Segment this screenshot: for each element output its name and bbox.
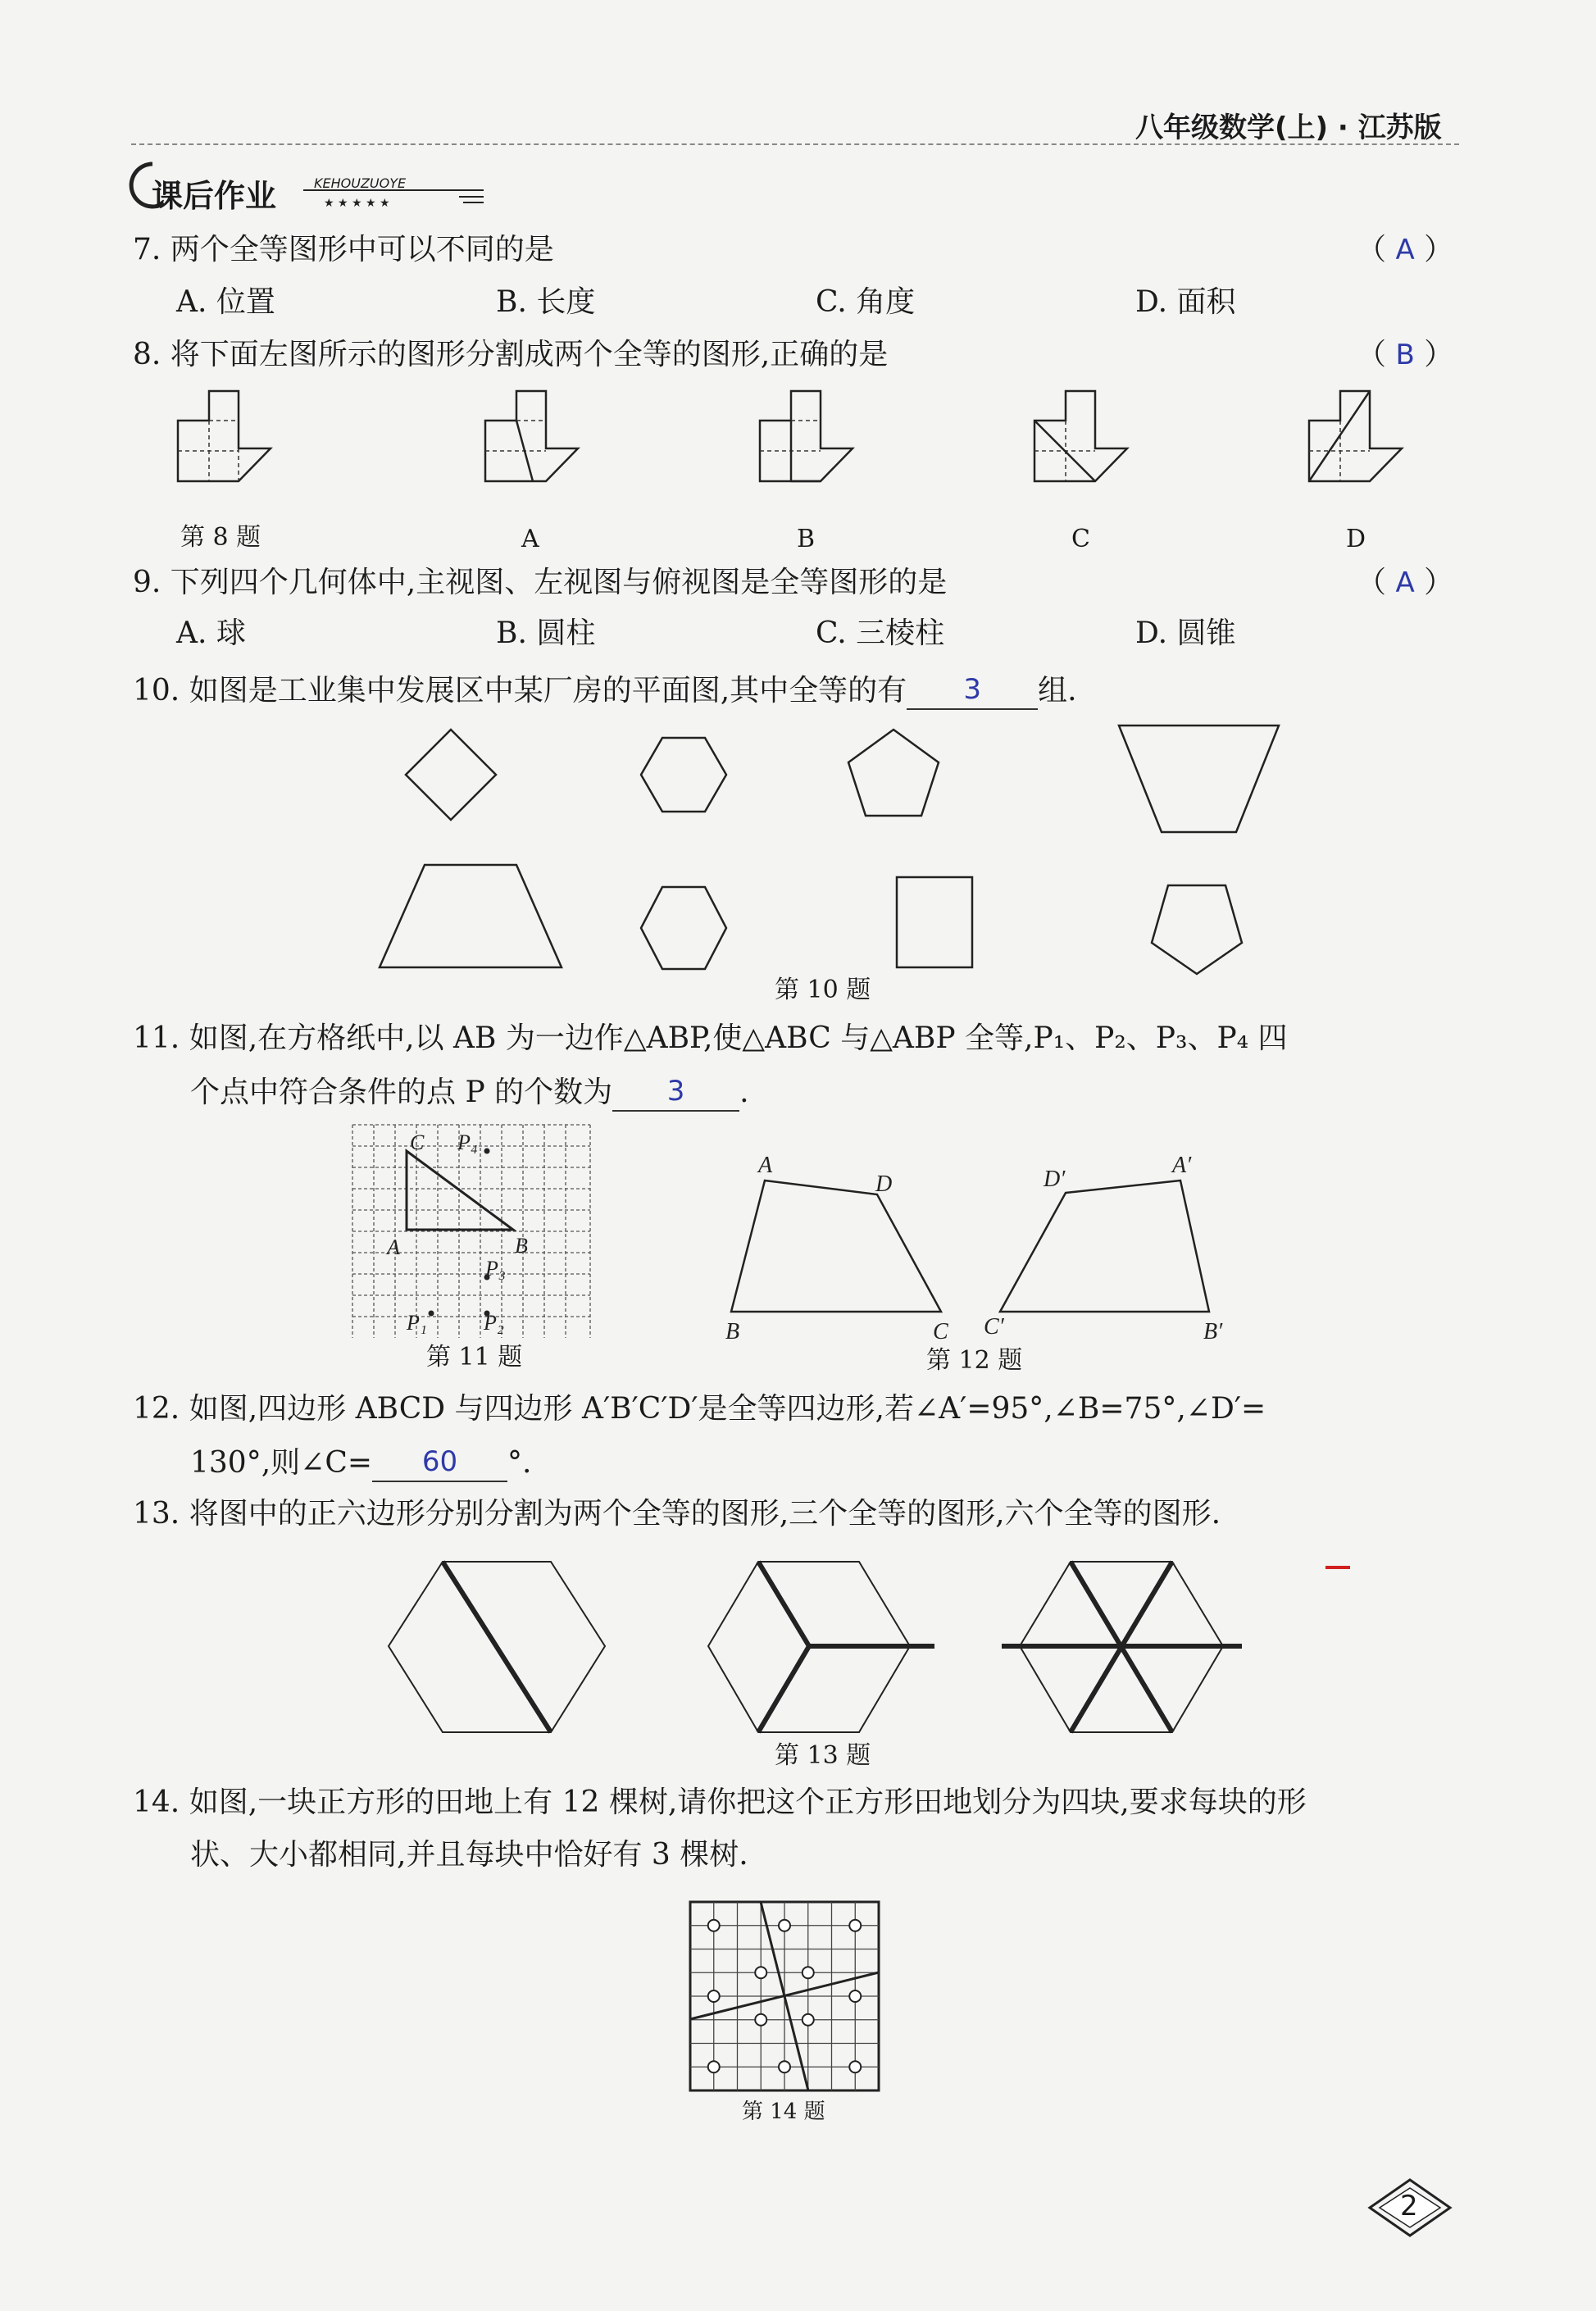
q12-figure xyxy=(713,1144,1238,1349)
q10-caption: 第 10 题 xyxy=(775,976,871,1004)
q10-answer: 3 xyxy=(963,673,981,706)
q10-hexagon-top xyxy=(641,738,726,812)
q8-label-d: D xyxy=(1346,525,1366,553)
q12-quad-abcd xyxy=(731,1181,941,1312)
q12-caption: 第 12 题 xyxy=(926,1346,1023,1375)
q11-label-a: A xyxy=(387,1235,400,1259)
q12-label-d: D xyxy=(875,1171,893,1197)
q10-figure xyxy=(352,713,1295,984)
q7-option-d: D. 面积 xyxy=(1135,285,1236,319)
q10-hexagon-bottom xyxy=(641,887,726,969)
q13-caption: 第 13 题 xyxy=(775,1741,871,1770)
q7-option-a: A. 位置 xyxy=(176,285,275,319)
q11-label-p3: P₃ xyxy=(485,1257,506,1281)
q10-pentagon-bottom xyxy=(1152,885,1242,974)
q10-stem: 10. 如图是工业集中发展区中某厂房的平面图,其中全等的有 xyxy=(133,674,907,707)
q11-grid-figure xyxy=(352,1125,598,1342)
q9-option-c: C. 三棱柱 xyxy=(816,616,945,650)
q7-answer: A xyxy=(1395,234,1415,266)
book-title: 八年级数学(上) xyxy=(1135,111,1329,144)
red-mark xyxy=(1325,1566,1350,1569)
q11-stem: 个点中符合条件的点 P 的个数为 xyxy=(190,1076,613,1109)
q12-label-d-prime: D′ xyxy=(1044,1167,1066,1192)
q11-label-b: B xyxy=(515,1234,528,1258)
header-rule xyxy=(131,143,1459,145)
q9-option-a: A. 球 xyxy=(176,616,246,650)
q14-line1: 14. 如图,一块正方形的田地上有 12 棵树,请你把这个正方形田地划分为四块,要求每块的形 xyxy=(133,1786,1307,1819)
q14-line2: 状、大小都相同,并且每块中恰好有 3 棵树. xyxy=(190,1838,748,1872)
q10-rectangle xyxy=(897,877,972,967)
page-number: 2 xyxy=(1400,2190,1418,2222)
q10-pentagon-top xyxy=(848,730,939,816)
q11-triangle-abc xyxy=(407,1151,513,1230)
q10-trapezoid xyxy=(380,865,562,967)
q12-answer: 60 xyxy=(421,1445,458,1478)
q10-trapezoid-inverted xyxy=(1119,726,1279,832)
q9-answer-box: （ A ） xyxy=(1357,566,1454,599)
q8-figure-b xyxy=(758,389,857,521)
q8-answer-box: （ B ） xyxy=(1357,338,1454,371)
q11-label-p1: P₁ xyxy=(407,1311,427,1335)
q8-caption: 第 8 题 xyxy=(180,523,261,552)
q12-stem: 130°,则∠C= xyxy=(190,1446,373,1480)
q8-label-c: C xyxy=(1071,525,1090,553)
q9-option-d: D. 圆锥 xyxy=(1135,616,1236,650)
section-pinyin: KEHOUZUOYE xyxy=(314,175,407,191)
q7-option-b: B. 长度 xyxy=(496,285,596,319)
q11-label-p4: P₄ xyxy=(457,1130,478,1154)
q13-hexagon-six-parts xyxy=(1002,1562,1242,1732)
q11-label-c: C xyxy=(410,1130,425,1154)
q12-label-a-prime: A′ xyxy=(1172,1153,1192,1178)
q8-figure-c xyxy=(1033,389,1131,521)
q7-option-c: C. 角度 xyxy=(816,285,916,319)
q8-answer: B xyxy=(1395,339,1415,371)
svg-text:★ ★ ★ ★ ★: ★ ★ ★ ★ ★ xyxy=(324,197,390,210)
q13-text: 13. 将图中的正六边形分别分割为两个全等的图形,三个全等的图形,六个全等的图形. xyxy=(133,1497,1221,1531)
q12-label-c-prime: C′ xyxy=(984,1314,1004,1340)
header-dot: · xyxy=(1337,111,1348,144)
q14-caption: 第 14 题 xyxy=(742,2099,825,2124)
q10-square-diamond xyxy=(406,730,496,820)
q11-line1: 11. 如图,在方格纸中,以 AB 为一边作△ABP,使△ABC 与△ABP 全等,P₁、P₂、P₃、P₄ 四 xyxy=(133,1021,1288,1055)
q12-label-a: A xyxy=(758,1153,773,1178)
q8-text: 8. 将下面左图所示的图形分割成两个全等的图形,正确的是 xyxy=(133,338,889,371)
q8-figure-d xyxy=(1307,389,1406,521)
q8-label-b: B xyxy=(797,525,816,553)
q9-answer: A xyxy=(1395,566,1415,599)
q10-text xyxy=(133,671,1077,710)
q8-label-a: A xyxy=(521,525,539,553)
q13-hexagon-two-parts xyxy=(389,1562,605,1732)
q7-text: 7. 两个全等图形中可以不同的是 xyxy=(133,233,554,266)
q11-stem-end: . xyxy=(739,1076,749,1109)
q12-label-b: B xyxy=(725,1319,740,1344)
section-title: 课后作业 xyxy=(152,178,277,214)
q12-quad-a1b1c1d1 xyxy=(1000,1181,1209,1312)
q11-label-p2: P₂ xyxy=(484,1311,504,1335)
q12-label-c: C xyxy=(933,1319,948,1344)
q8-figure-original xyxy=(176,389,275,521)
q11-line2 xyxy=(190,1072,749,1112)
q9-text: 9. 下列四个几何体中,主视图、左视图与俯视图是全等图形的是 xyxy=(133,566,948,599)
q14-grid-figure xyxy=(689,1900,885,2097)
q13-hexagon-three-parts xyxy=(708,1562,934,1732)
book-header xyxy=(1135,105,1442,145)
q10-stem-end: 组. xyxy=(1038,674,1077,707)
q13-figure xyxy=(385,1541,1271,1754)
q12-line2 xyxy=(190,1443,531,1482)
q11-answer: 3 xyxy=(666,1075,685,1108)
q9-option-b: B. 圆柱 xyxy=(496,616,596,650)
q12-label-b-prime: B′ xyxy=(1203,1319,1223,1344)
q12-line1: 12. 如图,四边形 ABCD 与四边形 A′B′C′D′是全等四边形,若∠A′=95°,∠B=75°,∠D′= xyxy=(133,1392,1266,1426)
q7-answer-box: （ A ） xyxy=(1357,233,1454,266)
edition-label: 江苏版 xyxy=(1357,111,1442,144)
q12-stem-end: °. xyxy=(507,1446,532,1480)
q8-figure-a xyxy=(484,389,582,521)
q11-caption: 第 11 题 xyxy=(426,1343,523,1372)
